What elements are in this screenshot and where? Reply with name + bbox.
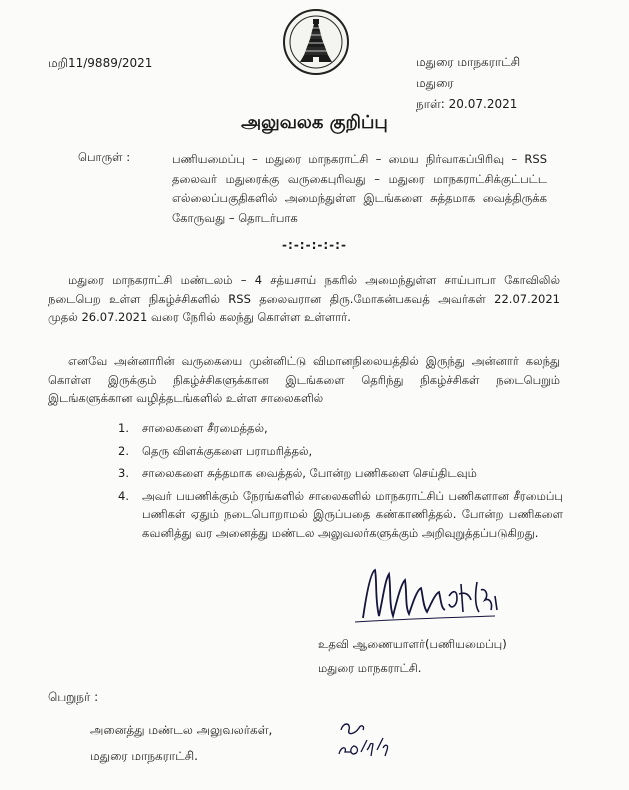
reference-number: மறி11/9889/2021 [48,56,153,70]
signatory-block [318,632,507,680]
list-item-text: அவர் பயணிக்கும் நேரங்களில் சாலைகளில் மாநகராட்சிப் பணிகளான சீரமைப்பு பணிகள் ஏதும் நடைபொறாமல் இருப்பதை கண்காணித்தல். போன்ற பணிகளை கவனித்து வர அனைத்து மண்டல அலுவலர்களுக்கும் அறிவுறுத்தப்படுகிறது. [142,488,563,540]
signatory-office: மதுரை மாநகராட்சி. [318,661,422,675]
corporation-emblem-icon [282,8,350,76]
recipient-line: மதுரை மாநகராட்சி. [90,749,198,763]
office-city: மதுரை [416,76,454,90]
recipients-label: பெறுநர் : [48,690,99,704]
subject-text: பணியமைப்பு – மதுரை மாநகராட்சி – மைய நிர்வாகப்பிரிவு – RSS தலைவர் மதுரைக்கு வருகைபுரிவது – மதுரை மாநகராட்சிக்குட்பட்ட எல்லைப்பகுதிகளில் அமைந்துள்ள இடங்களை சுத்தமாக வைத்திருக்க கோருவது – தொடர்பாக [172,152,547,225]
list-item-text: சாலைகளை சீரமைத்தல், [142,421,268,435]
section-separator: -:-:-:-:-:- [282,238,347,252]
list-item [118,442,563,461]
body-paragraph-1: மதுரை மாநகராட்சி மண்டலம் – 4 சத்யசாய் நகரில் அமைந்துள்ள சாய்பாபா கோவிலில் நடைபெற உள்ள நிகழ்ச்சிகளில் RSS தலைவரான திரு.மோகன்பகவத் அவர்கள் 22.07.2021 முதல் 26.07.2021 வரை நேரில் கலந்து கொள்ள உள்ளார். [48,273,560,324]
office-address-block [416,52,520,115]
office-name: மதுரை மாநகராட்சி [416,55,521,69]
list-item-text: சாலைகளை சுத்தமாக வைத்தல், போன்ற பணிகளை செய்திடவும் [142,466,477,480]
recipient-line: அனைத்து மண்டல அலுவலர்கள், [90,723,273,737]
handwritten-signature [345,560,515,630]
list-item-number: 2. [118,443,129,458]
list-item [118,487,563,543]
signatory-designation: உதவி ஆணையாளர்(பணியமைப்பு) [318,637,507,651]
document-date: நாள்: 20.07.2021 [416,97,518,111]
task-list [118,419,563,546]
document-title: அலுவலக குறிப்பு [241,112,388,133]
body-paragraph-2: எனவே அன்னாரின் வருகையை முன்னிட்டு விமானநிலையத்தில் இருந்து அன்னார் கலந்து கொள்ள இருக்கும் நிகழ்ச்சிகளுக்கான இடங்களை தெரிந்து நிகழ்ச்சிகள் நடைபெறும் இடங்களுக்கான வழித்தடங்களில் உள்ள சாலைகளில் [48,354,560,405]
list-item-number: 1. [118,421,129,435]
list-item [118,419,563,438]
list-item-number: 3. [118,466,129,480]
list-item-text: தெரு விளக்குகளை பராமரித்தல், [142,443,313,458]
list-item [118,464,563,483]
list-item-number: 4. [118,488,129,503]
subject-label: பொருள் : [78,150,131,164]
recipients-list [90,717,272,769]
handwritten-initials [333,716,393,758]
